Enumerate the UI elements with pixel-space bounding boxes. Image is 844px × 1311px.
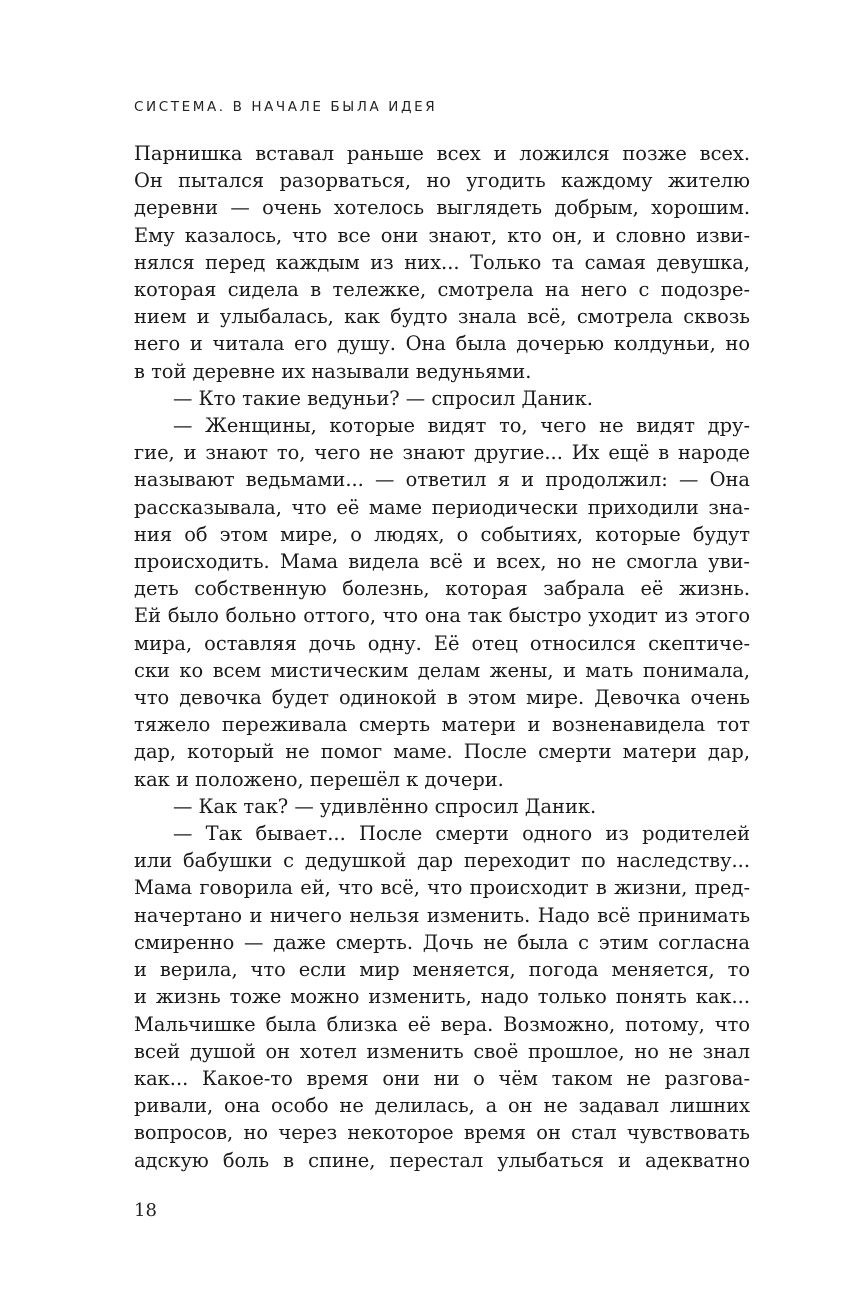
text-line: тяжело переживала смерть матери и возненавидела тот (134, 713, 750, 737)
text-line: Парнишка вставал раньше всех и ложился позже всех. (134, 142, 750, 165)
text-line: нялся перед каждым из них... Только та самая девушка, (134, 250, 750, 274)
text-line: мира, оставляя дочь одну. Её отец относился скептиче- (134, 631, 750, 655)
text-line: всей душой он хотел изменить своё прошлое, но не знал (134, 1039, 750, 1063)
dialogue-line: — Кто такие ведуньи? — спросил Даник. (173, 386, 593, 410)
text-line: смиренно — даже смерть. Дочь не была с этим согласна (134, 930, 750, 954)
text-line: Мальчишке была близка её вера. Возможно, потому, что (134, 1012, 750, 1036)
text-line: ривали, она особо не делилась, а он не задавал лишних (134, 1094, 750, 1118)
text-line: Он пытался разорваться, но угодить каждому жителю (134, 169, 750, 193)
dialogue-line: — Так бывает... После смерти одного из родителей (173, 822, 750, 846)
text-line: как и положено, перешёл к дочери. (134, 767, 504, 791)
text-line: которая сидела в тележке, смотрела на него с подозре- (134, 278, 750, 302)
text-line: как... Какое-то время они ни о чём таком не разгова- (134, 1066, 750, 1090)
text-line: него и читала его душу. Она была дочерью колдуньи, но (134, 332, 750, 356)
page-number: 18 (134, 1200, 157, 1221)
text-line: начертано и ничего нельзя изменить. Надо всё принимать (134, 903, 750, 927)
text-line: нием и улыбалась, как будто знала всё, смотрела сквозь (134, 305, 750, 329)
text-line: рассказывала, что её маме периодически приходили зна- (134, 495, 750, 519)
text-line: адскую боль в спине, перестал улыбаться и адекватно (134, 1148, 750, 1172)
text-line: ски ко всем мистическим делам жены, и мать понимала, (134, 658, 750, 682)
text-line: деревни — очень хотелось выглядеть добрым, хорошим. (134, 196, 750, 220)
dialogue-line: — Женщины, которые видят то, чего не видят дру- (173, 414, 750, 438)
running-header: СИСТЕМА. В НАЧАЛЕ БЫЛА ИДЕЯ (134, 99, 438, 115)
text-line: гие, и знают то, чего не знают другие... Их ещё в народе (134, 441, 750, 465)
text-line: Ей было больно оттого, что она так быстро уходит из этого (134, 604, 750, 628)
text-line: Ему казалось, что все они знают, кто он, и словно изви- (134, 223, 750, 247)
text-line: в той деревне их называли ведуньями. (134, 359, 532, 383)
text-line: деть собственную болезнь, которая забрала её жизнь. (134, 577, 750, 601)
text-line: называют ведьмами... — ответил я и продолжил: — Она (134, 468, 750, 492)
text-line: или бабушки с дедушкой дар переходит по наследству... (134, 849, 750, 873)
text-line: дар, который не помог маме. После смерти матери дар, (134, 740, 750, 764)
text-line: что девочка будет одинокой в этом мире. Девочка очень (134, 686, 750, 710)
text-line: происходить. Мама видела всё и всех, но не смогла уви- (134, 550, 750, 574)
text-line: и верила, что если мир меняется, погода меняется, то (134, 958, 750, 982)
text-line: и жизнь тоже можно изменить, надо только понять как... (134, 985, 750, 1009)
body-text (134, 140, 750, 1174)
text-line: Мама говорила ей, что всё, что происходит в жизни, пред- (134, 876, 750, 900)
text-line: вопросов, но через некоторое время он стал чувствовать (134, 1121, 750, 1145)
text-line: ния об этом мире, о людях, о событиях, которые будут (134, 522, 750, 546)
dialogue-line: — Как так? — удивлённо спросил Даник. (173, 794, 597, 818)
